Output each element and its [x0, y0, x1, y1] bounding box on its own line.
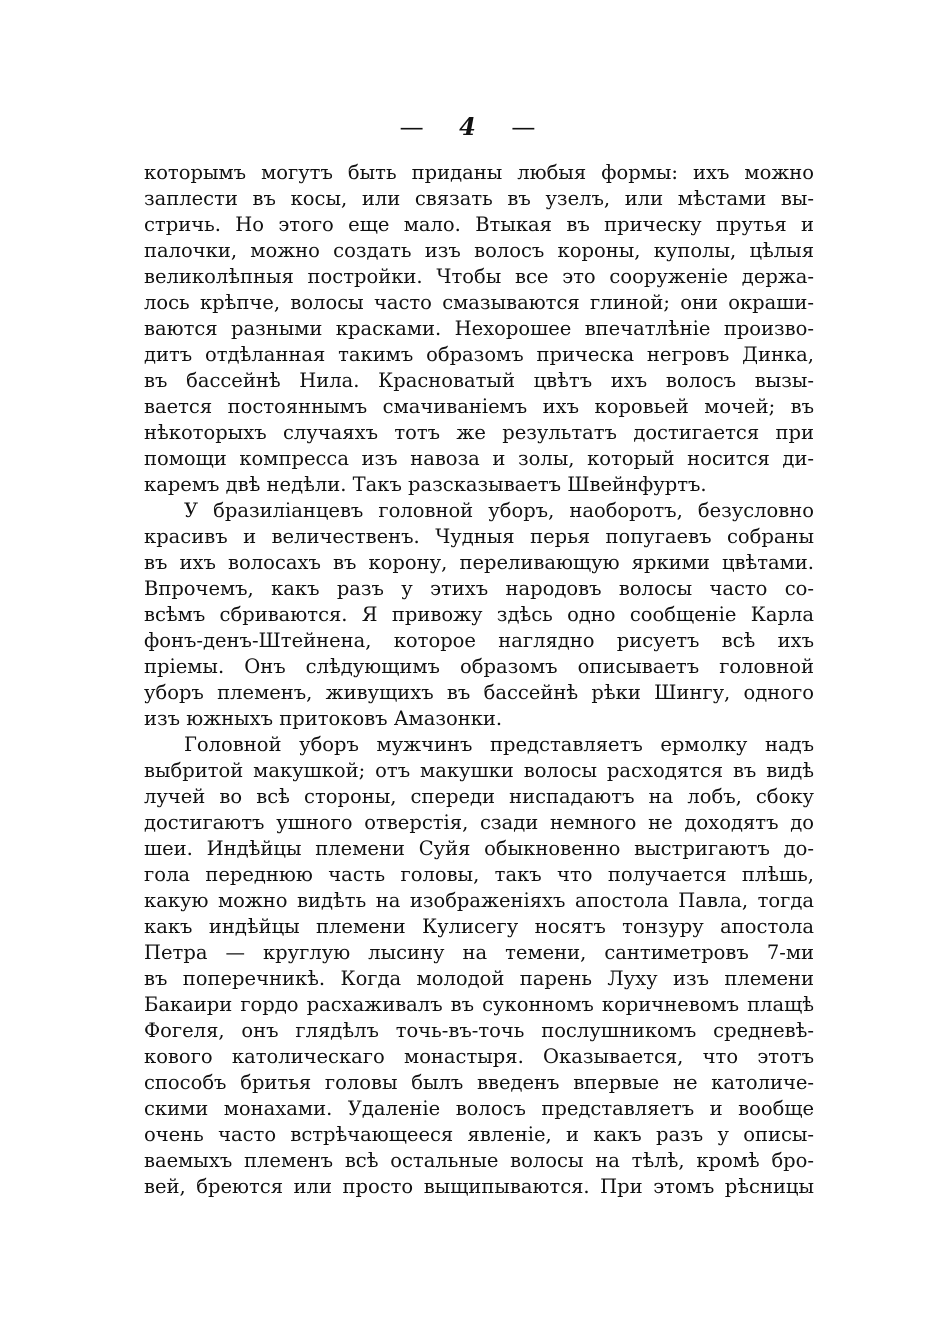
- text-line: У бразиліанцевъ головной уборъ, наоборотъ, безусловно: [184, 499, 814, 522]
- text-line: каремъ двѣ недѣли. Такъ разсказываетъ Швейнфуртъ.: [144, 473, 707, 496]
- text-line: въ бассейнѣ Нила. Красноватый цвѣтъ ихъ волосъ вызы-: [144, 369, 814, 392]
- text-line: красивъ и величественъ. Чудныя перья попугаевъ собраны: [144, 525, 814, 548]
- text-line: гола переднюю часть головы, такъ что получается плѣшь,: [144, 863, 814, 886]
- text-line: кового католическаго монастыря. Оказывается, что этотъ: [144, 1045, 814, 1068]
- page-body-text: [144, 160, 814, 1200]
- text-line: всѣмъ сбриваются. Я привожу здѣсь одно сообщеніе Карла: [144, 603, 814, 626]
- text-line: Впрочемъ, какъ разъ у этихъ народовъ волосы часто со-: [144, 577, 814, 600]
- text-line: заплести въ косы, или связать въ узелъ, или мѣстами вы-: [144, 187, 814, 210]
- text-line: Петра — круглую лысину на темени, сантиметровъ 7-ми: [144, 941, 814, 964]
- page-number: 4: [459, 112, 477, 141]
- text-line: очень часто встрѣчающееся явленіе, и какъ разъ у описы-: [144, 1123, 814, 1146]
- text-line: какъ индѣйцы племени Кулисегу носятъ тонзуру апостола: [144, 915, 814, 938]
- text-line: фонъ-денъ-Штейнена, которое наглядно рисуетъ всѣ ихъ: [144, 629, 814, 652]
- text-line: лучей во всѣ стороны, спереди ниспадаютъ на лобъ, сбоку: [144, 785, 814, 808]
- text-line: Фогеля, онъ глядѣлъ точь-въ-точь послушникомъ средневѣ-: [144, 1019, 814, 1042]
- text-line: ваются разными красками. Нехорошее впечатлѣніе произво-: [144, 317, 814, 340]
- text-line: вается постояннымъ смачиваніемъ ихъ коровьей мочей; въ: [144, 395, 814, 418]
- text-line: нѣкоторыхъ случаяхъ тотъ же результатъ достигается при: [144, 421, 814, 444]
- text-line: пріемы. Онъ слѣдующимъ образомъ описываетъ головной: [144, 655, 814, 678]
- text-line: стричь. Но этого еще мало. Втыкая въ прическу прутья и: [144, 213, 814, 236]
- text-line: шеи. Индѣйцы племени Суйя обыкновенно выстригаютъ до-: [144, 837, 814, 860]
- text-line: скими монахами. Удаленіе волосъ представляетъ и вообще: [144, 1097, 814, 1120]
- text-line: помощи компресса изъ навоза и золы, который носится ди-: [144, 447, 814, 470]
- text-line: изъ южныхъ притоковъ Амазонки.: [144, 707, 503, 730]
- text-line: лось крѣпче, волосы часто смазываются глиной; они окраши-: [144, 291, 814, 314]
- text-line: въ ихъ волосахъ въ корону, переливающую яркими цвѣтами.: [144, 551, 814, 574]
- text-line: палочки, можно создать изъ волосъ короны, куполы, цѣлыя: [144, 239, 814, 262]
- text-line: какую можно видѣть на изображеніяхъ апостола Павла, тогда: [144, 889, 814, 912]
- text-line: ваемыхъ племенъ всѣ остальные волосы на тѣлѣ, кромѣ бро-: [144, 1149, 814, 1172]
- text-line: Головной уборъ мужчинъ представляетъ ермолку надъ: [184, 733, 814, 756]
- text-line: дитъ отдѣланная такимъ образомъ прическа негровъ Динка,: [144, 343, 814, 366]
- header-dash-right: —: [511, 113, 537, 141]
- text-line: уборъ племенъ, живущихъ въ бассейнѣ рѣки Шингу, одного: [144, 681, 814, 704]
- text-line: достигаютъ ушного отверстія, сзади немного не доходятъ до: [144, 811, 814, 834]
- page-header: [0, 112, 936, 142]
- text-line: великолѣпныя постройки. Чтобы все это сооруженіе держа-: [144, 265, 814, 288]
- text-line: Бакаири гордо расхаживалъ въ суконномъ коричневомъ плащѣ: [144, 993, 814, 1016]
- text-line: вей, бреются или просто выщипываются. При этомъ рѣсницы: [144, 1175, 814, 1198]
- header-dash-left: —: [399, 113, 425, 141]
- text-line: въ поперечникѣ. Когда молодой парень Луху изъ племени: [144, 967, 814, 990]
- text-line: которымъ могутъ быть приданы любыя формы: ихъ можно: [144, 161, 814, 184]
- text-line: способъ бритья головы былъ введенъ впервые не католиче-: [144, 1071, 814, 1094]
- text-line: выбритой макушкой; отъ макушки волосы расходятся въ видѣ: [144, 759, 814, 782]
